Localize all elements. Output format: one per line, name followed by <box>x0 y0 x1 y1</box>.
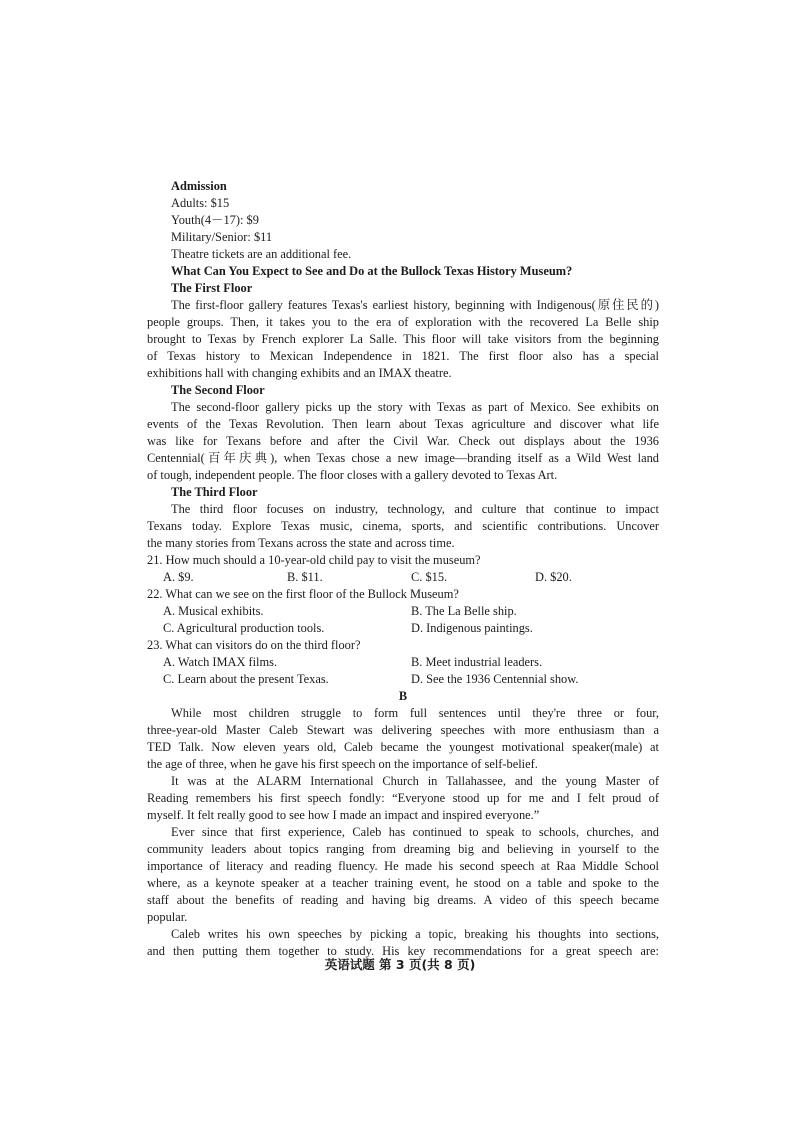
third-floor-heading: The Third Floor <box>171 485 258 499</box>
third-floor-line: the many stories from Texans across the state and across time. <box>147 536 455 550</box>
passage-b-line: It was at the ALARM International Church in Tallahassee, and the young Master of <box>171 774 659 788</box>
option-c: C. Learn about the present Texas. <box>163 672 329 686</box>
passage-b-line: three-year-old Master Caleb Stewart was delivering speeches with more enthusiasm than a <box>147 723 659 737</box>
section-b-label: B <box>398 689 408 703</box>
first-floor-line: brought to Texas by French explorer La Salle. This floor will take visitors from the beginning <box>147 332 659 346</box>
passage-b-line: myself. It felt really good to see how I made an impact and inspired everyone.” <box>147 808 540 822</box>
passage-b-line: Ever since that first experience, Caleb has continued to speak to schools, churches, and <box>171 825 659 839</box>
question-23-stem: 23. What can visitors do on the third floor? <box>147 638 361 652</box>
exam-page <box>147 178 659 960</box>
passage-b-line: where, as a keynote speaker at a teacher training event, he stood on a table and spoke to the <box>147 876 659 890</box>
option-d: D. $20. <box>535 570 572 584</box>
first-floor-line: people groups. Then, it takes you to the era of exploration with the recovered La Belle ship <box>147 315 659 329</box>
question-heading: What Can You Expect to See and Do at the Bullock Texas History Museum? <box>171 264 573 278</box>
question-21-options <box>147 569 659 586</box>
option-b: B. Meet industrial leaders. <box>411 655 543 669</box>
second-floor-line: Centennial(百年庆典), when Texas chose a new image—branding itself as a Wild West land <box>147 451 659 465</box>
question-22-options-row <box>147 603 659 620</box>
question-22-stem: 22. What can we see on the first floor of the Bullock Museum? <box>147 587 459 601</box>
passage-b-line: Caleb writes his own speeches by picking a topic, breaking his thoughts into sections, <box>171 927 659 941</box>
question-23-options-row <box>147 654 659 671</box>
second-floor-line: events of the Texas Revolution. Then learn about Texas agriculture and discover what life <box>147 417 659 431</box>
passage-b-line: Reading remembers his first speech fondly: “Everyone stood up for me and I felt proud of <box>147 791 659 805</box>
third-floor-line: Texans today. Explore Texas music, cinema, sports, and scientific contributions. Uncover <box>147 519 659 533</box>
passage-b-line: community leaders about topics ranging from dreaming big and believing in yourself to the <box>147 842 659 856</box>
question-23-options-row <box>147 671 659 688</box>
second-floor-line: was like for Texans before and after the Civil War. Check out displays about the 1936 <box>147 434 659 448</box>
passage-b-line: and then putting them together to study. His key recommendations for a great speech are: <box>147 944 659 958</box>
passage-b-line: staff about the benefits of reading and having big dreams. A video of this speech became <box>147 893 659 907</box>
option-b: B. The La Belle ship. <box>411 604 517 618</box>
second-floor-line: The second-floor gallery picks up the story with Texas as part of Mexico. See exhibits on <box>171 400 659 414</box>
admission-adults: Adults: $15 <box>171 196 230 210</box>
second-floor-heading: The Second Floor <box>171 383 265 397</box>
option-a: A. Musical exhibits. <box>163 604 264 618</box>
passage-b-line: importance of literacy and reading fluency. He made his second speech at Raa Middle School <box>147 859 659 873</box>
first-floor-line: exhibitions hall with changing exhibits and an IMAX theatre. <box>147 366 452 380</box>
first-floor-heading: The First Floor <box>171 281 253 295</box>
passage-b-line: TED Talk. Now eleven years old, Caleb became the youngest motivational speaker(male) at <box>147 740 659 754</box>
question-21-stem: 21. How much should a 10-year-old child pay to visit the museum? <box>147 553 481 567</box>
option-a: A. $9. <box>163 570 194 584</box>
option-a: A. Watch IMAX films. <box>163 655 278 669</box>
third-floor-line: The third floor focuses on industry, technology, and culture that continue to impact <box>171 502 659 516</box>
second-floor-line: of tough, independent people. The floor closes with a gallery devoted to Texas Art. <box>147 468 558 482</box>
option-b: B. $11. <box>287 570 323 584</box>
page-footer: 英语试题 第 3 页(共 8 页) <box>324 957 476 972</box>
question-22-options-row <box>147 620 659 637</box>
admission-youth: Youth(4－17): $9 <box>171 213 259 227</box>
first-floor-line: of Texas history to Mexican Independence in 1821. The first floor also has a special <box>147 349 659 363</box>
option-d: D. Indigenous paintings. <box>411 621 533 635</box>
option-c: C. Agricultural production tools. <box>163 621 325 635</box>
passage-b-line: the age of three, when he gave his first speech on the importance of self-belief. <box>147 757 538 771</box>
admission-theatre: Theatre tickets are an additional fee. <box>171 247 352 261</box>
option-d: D. See the 1936 Centennial show. <box>411 672 579 686</box>
admission-military: Military/Senior: $11 <box>171 230 273 244</box>
admission-heading: Admission <box>171 179 227 193</box>
first-floor-line: The first-floor gallery features Texas's earliest history, beginning with Indigenous(原住民的) <box>171 298 659 312</box>
passage-b-line: While most children struggle to form full sentences until they're three or four, <box>171 706 659 720</box>
option-c: C. $15. <box>411 570 448 584</box>
passage-b-line: popular. <box>147 910 188 924</box>
